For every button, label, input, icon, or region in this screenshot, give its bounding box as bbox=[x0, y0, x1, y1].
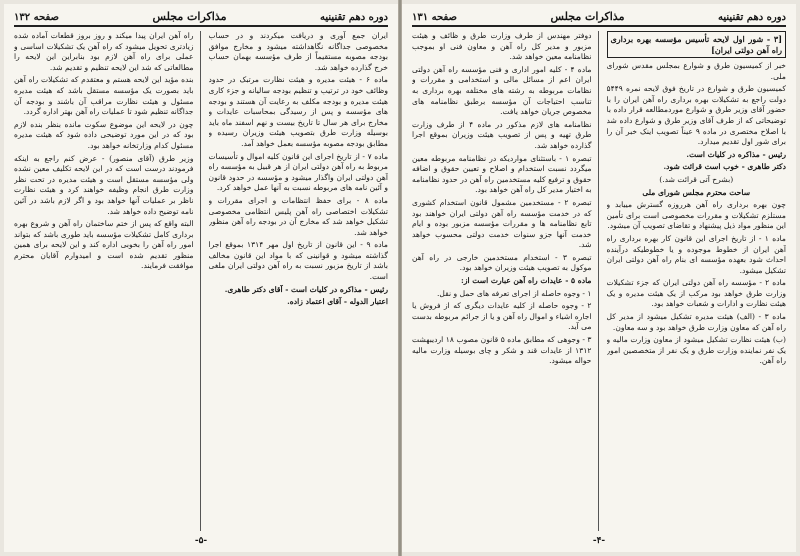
address-line: ساحت محترم مجلس شورای ملی bbox=[642, 187, 751, 197]
speaker-line: اعتبار الدوله - آقای اعتماد زاده. bbox=[287, 297, 388, 307]
page-number: -۵- bbox=[194, 536, 208, 546]
text-column-left bbox=[14, 31, 201, 531]
paragraph: (بشرح آتی قرائت شد.) bbox=[659, 174, 734, 184]
paragraph: (ب) هیئت نظارت تشکیل میشود از معاون وزارت مالیه و یک نفر نماینده وزارت طرق و یک نفر از متخصصین امور راه آهن. bbox=[606, 335, 786, 366]
page-131 bbox=[402, 4, 796, 552]
paragraph: البته واقع که پس از ختم ساختمان راه آهن و شروع بهره برداری کامل تشکیلات مؤسسه باید طوری باشد که بتواند امور راه آهن را بخوبی اداره کند و این لایحه برای همین منظور تقدیم شده است و امیدوارم آقایان محترم موافقت فرمایند. bbox=[14, 219, 194, 271]
paragraph: چون بهره برداری راه آهن هرروزه گسترش مییابد و مستلزم تشکیلات و مقررات مخصوصی است برای تأمین این منظور مواد ذیل پیشنهاد و تقاضای تصویب آن میشود. bbox=[606, 200, 786, 231]
header-title: مذاکرات مجلس bbox=[550, 10, 625, 23]
header-page-label: صفحه ۱۳۱ bbox=[412, 12, 457, 23]
paragraph: ماده ۱ - از تاریخ اجرای این قانون کار بهره برداری راه آهن ایران از خطوط موجوده و یا خطوطیکه درآینده احداث شود بعهده مؤسسه ای بنام راه آهن دولتی ایران تشکیل میشود. bbox=[606, 233, 786, 275]
speaker-line: رئیس - مذاکره در کلیات است. bbox=[686, 149, 786, 159]
paragraph: تبصره ۱ - باستثنای مواردیکه در نظامنامه مربوطه معین میگردد نسبت استخدام و اصلاح و تعیین حقوق و اضافه حقوق و ترفیع کلیه مستخدمین راه آهن در حدود نظامنامه به اختیار مدیر کل راه آهن خواهد بود. bbox=[412, 153, 592, 195]
paragraph: ماده ۸ - برای حفظ انتظامات و اجرای مقررات و تشکیلات اختصاصی راه آهن پلیس انتظامی مخصوصی تشکیل خواهد شد که مخارج آن در بودجه راه آهن منظور خواهد شد. bbox=[208, 195, 388, 237]
paragraph: ۳ - وجوهی که مطابق ماده ۵ قانون مصوب ۱۸ اردیبهشت ۱۳۱۲ از عایدات قند و شکر و چای بوسیله وزارت مالیه حواله میشود. bbox=[412, 335, 592, 366]
text-column-left bbox=[412, 31, 599, 531]
paragraph: ماده ۵ - عایدات راه آهن عبارت است از: bbox=[461, 276, 592, 286]
paragraph: خبر از کمیسیون طرق و شوارع بمجلس مقدس شورای ملی. bbox=[606, 61, 786, 81]
header-session: دوره دهم تقنینیه bbox=[718, 12, 786, 23]
paragraph: ماده ۶ - هیئت مدیره و هیئت نظارت مرتبک در حدود وظائف خود در ترتیب و تنظیم بودجه سالیانه و جزء کاری هیئت مدیره و بودجه مکلف به رعایت آن هستند و بودجه های مؤسسه و پس از رسیدگی بمحاسبات عایدات و مخارج برای هر سال تا تاریخ بیست و نهم اسفند ماه باید بوسیله وزارت طرق بتصویب هیئت وزیران رسیده و مطابق بودجه مصوبه مؤسسه بعمل خواهد آمد. bbox=[208, 75, 388, 148]
paragraph: ماده ۹ - این قانون از تاریخ اول مهر ۱۳۱۴ بموقع اجرا گذاشته میشود و قوانینی که با مواد این قانون مخالف باشد از تاریخ مزبور نسبت به راه آهن دولتی ایران ملغی است. bbox=[208, 240, 388, 282]
paragraph: ۱ - وجوه حاصله از اجرای تعرفه های حمل و نقل. bbox=[437, 288, 592, 298]
paragraph: ماده ۲ - مؤسسه راه آهن دولتی ایران که جزء تشکیلات وزارت طرق خواهد بود مرکب از یک هیئت مدیره و یک هیئت نظارت و ادارات و شعبات خواهد بود. bbox=[606, 278, 786, 309]
paragraph: دوفتر مهندس از طرف وزارت طرق و ظائف و هیئت مزبور و مدیر کل راه آهن و معاون فنی او بموجب نظامنامه معین خواهد شد. bbox=[412, 31, 592, 62]
header-session: دوره دهم تقنینیه bbox=[320, 12, 388, 23]
speaker-line: رئیس - مذاکره در کلیات است - آقای دکتر طاهری. bbox=[224, 284, 388, 294]
paragraph: چون در لایحه این موضوع سکوت مانده بنظر بنده لازم بود که در این مورد توضیحی داده شود که هیئت مدیره مسئول کدام وزارتخانه خواهد بود. bbox=[14, 119, 194, 150]
paragraph: تبصره ۲ - مستخدمین مشمول قانون استخدام کشوری که در خدمت مؤسسه راه آهن دولتی ایران خواهند بود تابع نظامنامه ها و مقررات مؤسسه مزبور بوده و ایام خدمت آنها جزو سنوات خدمت دولتی محسوب خواهد شد. bbox=[412, 197, 592, 250]
paragraph: ایران جمع آوری و دریافت میکردند و در حساب مخصوصی جداگانه نگاهداشته میشود و مخارج موافق بودجه مصوبه مستقیماً از طرف مؤسسه بهمان حساب خرج گذارده خواهد شد. bbox=[208, 31, 388, 72]
paragraph: راه آهن ایران پیدا میکند و روز بروز قطعات آماده شده زیادتری تحویل میشود که راه آهن یک تشکیلات اساسی و عملی برای راه آهن لازم بود بنابراین این لایحه را مطالعاتی که شد این لایحه تنظیم و تقدیم شد. bbox=[14, 31, 194, 72]
header-page-label: صفحه ۱۳۲ bbox=[14, 12, 59, 23]
paragraph: کمیسیون طرق و شوارع در تاریخ فوق لایحه نمره ۵۴۴۹ دولت راجع به تشکیلات بهره برداری راه آهن ایران را با حضور آقای وزیر طرق و شوارع موردمطالعه قرار داده با توضیحاتی که از طرف آقای وزیر طرق و شوارع داده شد با اصلاح مختصری در ماده ۹ عیناً تصویب اینک خبر آن را برای شور اول تقدیم میدارد. bbox=[606, 84, 786, 147]
page-number: -۴- bbox=[592, 536, 606, 546]
paragraph: بنده مؤید این لایحه هستم و معتقدم که تشکیلات راه آهن باید بصورت یک مؤسسه مستقل باشد که هیئت مدیره مسئول و هیئت نظارت مراقب آن باشند و بودجه آن جداگانه تنظیم شود تا عملیات راه آهن بهتر اداره گردد. bbox=[14, 75, 194, 117]
text-column-right bbox=[209, 31, 389, 531]
page-132 bbox=[4, 4, 398, 552]
text-column-right bbox=[607, 31, 787, 531]
speaker-line: دکتر طاهری - خوب است قرائت شود. bbox=[663, 162, 786, 172]
paragraph: وزیر طرق (آقای منصور) - عرض کنم راجع به اینکه فرمودند درست است که در این لایحه تکلیف معین نشده ولی مؤسسه مستقل است و هیئت مدیره در تحت نظر وزارت طرق انجام وظیفه خواهند کرد و هیئت نظارت ناظر بر عملیات آنها خواهد بود و اگر لازم باشد در آئین نامه توضیح داده خواهد شد. bbox=[14, 153, 194, 216]
paragraph: ۲ - وجوه حاصله از کلیه عایدات دیگری که از فروش یا اجاره اشیاء و اموال راه آهن و یا از جرائم مربوطه بدست می آید. bbox=[412, 301, 592, 332]
paragraph: ماده ۴ - کلیه امور اداری و فنی مؤسسه راه آهن دولتی ایران اعم از مسائل مالی و استخدامی و مقررات و نظامات مربوطه به رشته های مختلفه بهره برداری به تناسب احتیاجات آن مؤسسه برطبق نظامنامه های مخصوص جریان خواهد یافت. bbox=[412, 64, 592, 117]
paragraph: ماده ۷ - از تاریخ اجرای این قانون کلیه اموال و تأسیسات مربوط به راه آهن دولتی ایران از هر قبیل به مؤسسه راه آهن دولتی ایران واگذار میشود و مؤسسه در حدود قانون و آئین نامه های مربوطه نسبت به آنها عمل خواهد کرد. bbox=[208, 151, 388, 193]
paragraph: تبصره ۳ - استخدام مستخدمین خارجی در راه آهن موکول به تصویب هیئت وزیران خواهد بود. bbox=[412, 252, 592, 273]
text-columns bbox=[412, 31, 786, 531]
book-gutter bbox=[398, 0, 402, 556]
section-title-box: [۳ - شور اول لایحه تأسیس مؤسسه بهره برداری راه آهن دولتی ایران] bbox=[607, 31, 787, 58]
page-header bbox=[412, 10, 786, 27]
page-header bbox=[14, 10, 388, 27]
paragraph: نظامنامه های لازم مذکور در ماده ۴ از طرف وزارت طرق تهیه و پس از تصویب هیئت وزیران بموقع اجرا گذارده خواهد شد. bbox=[412, 119, 592, 150]
text-columns bbox=[14, 31, 388, 531]
header-title: مذاکرات مجلس bbox=[152, 10, 227, 23]
paragraph: ماده ۳ - (الف) هیئت مدیره تشکیل میشود از مدیر کل راه آهن که معاون وزارت طرق خواهد بود و سه معاون. bbox=[606, 312, 786, 332]
